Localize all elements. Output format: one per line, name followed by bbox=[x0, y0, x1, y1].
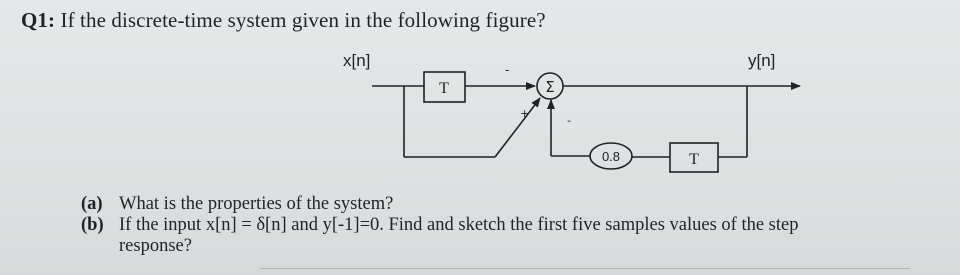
delay-block-bottom-label: T bbox=[689, 151, 699, 168]
part-a-text: What is the properties of the system? bbox=[119, 194, 394, 214]
part-b bbox=[81, 215, 941, 236]
question-number: Q1: bbox=[21, 8, 56, 32]
summer-sign-top: - bbox=[505, 63, 510, 77]
summer-sign-bottom: - bbox=[567, 114, 571, 127]
feedforward-diagonal-line bbox=[495, 114, 528, 157]
part-b-text: If the input x[n] = δ[n] and y[-1]=0. Find and sketch the first five samples values of the step bbox=[119, 215, 799, 235]
part-b-label: (b) bbox=[81, 215, 104, 235]
gain-value: 0.8 bbox=[601, 149, 621, 164]
question-text: If the discrete-time system given in the following figure? bbox=[60, 8, 546, 32]
part-a-label: (a) bbox=[81, 194, 103, 214]
delay-block-top-label: T bbox=[439, 80, 449, 97]
part-b-continuation: response? bbox=[119, 236, 192, 256]
input-label: x[n] bbox=[343, 51, 371, 70]
question-parts bbox=[81, 194, 941, 257]
output-label: y[n] bbox=[748, 51, 776, 70]
summer-sign-left: + bbox=[520, 107, 530, 120]
summer-symbol: Σ bbox=[545, 78, 555, 96]
feedforward-arrow bbox=[528, 98, 540, 114]
part-a bbox=[81, 194, 941, 215]
bottom-rule bbox=[260, 268, 910, 269]
